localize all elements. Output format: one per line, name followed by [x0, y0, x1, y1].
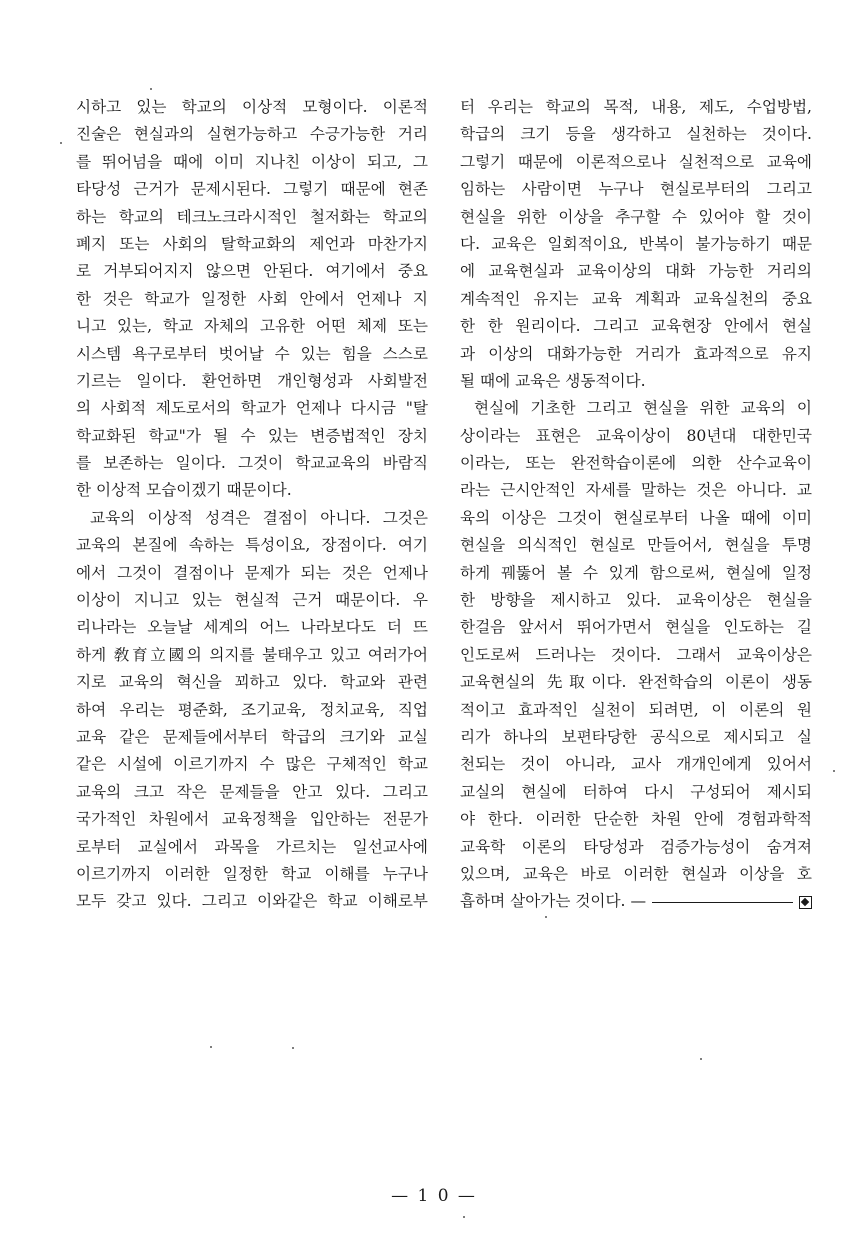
text-line: 학교화된 학교"가 될 수 있는 변증법적인 장치 [76, 426, 428, 445]
text-line: 타당성 근거가 문제시된다. 그렇기 때문에 현존 [76, 180, 428, 199]
text-line: 현실을 위한 이상을 추구할 수 있어야 할 것이 [460, 207, 812, 226]
text-line: 지로 교육의 혁신을 꾀하고 있다. 학교와 관련 [76, 673, 428, 692]
text-line: 교육의 크고 작은 문제들을 안고 있다. 그리고 [76, 782, 428, 801]
text-line: 과 이상의 대화가능한 거리가 효과적으로 유지 [460, 344, 812, 363]
text-line: 상이라는 표현은 교육이상이 80년대 대한민국 [460, 426, 812, 445]
text-line: 하여 우리는 평준화, 조기교육, 정치교육, 직업 [76, 700, 428, 719]
text-line: 있으며, 교육은 바로 이러한 현실과 이상을 호 [460, 864, 812, 883]
text-line: 한 한 원리이다. 그리고 교육현장 안에서 현실 [460, 317, 812, 336]
scan-speck [700, 1058, 702, 1060]
text-line: 국가적인 차원에서 교육정책을 입안하는 전문가 [76, 810, 428, 829]
text-line: 로부터 교실에서 과목을 가르치는 일선교사에 [76, 837, 428, 856]
text-line: 다. 교육은 일회적이요, 반복이 불가능하기 때문 [460, 234, 812, 253]
text-line: 이상이 지니고 있는 현실적 근거 때문이다. 우 [76, 591, 428, 610]
text-line: 이르기까지 이러한 일정한 학교 이해를 누구나 [76, 864, 428, 883]
text-line: 학급의 크기 등을 생각하고 실천하는 것이다. [460, 125, 812, 144]
left-column [76, 94, 428, 916]
scan-speck [463, 1216, 465, 1218]
text-line: 한 방향을 제시하고 있다. 교육이상은 현실을 [460, 591, 812, 610]
text-line: 육의 이상은 그것이 현실로부터 나올 때에 이미 [460, 508, 812, 527]
text-line: 교육학 이론의 타당성과 검증가능성이 숨겨져 [460, 837, 812, 856]
paragraph-start-line: 현실에 기초한 그리고 현실을 위한 교육의 이 [474, 399, 812, 418]
text-line: 기르는 일이다. 환언하면 개인형성과 사회발전 [76, 371, 428, 390]
text-line: 교육의 본질에 속하는 특성이요, 장점이다. 여기 [76, 536, 428, 555]
text-line: 로 거부되어지지 않으면 안된다. 여기에서 중요 [76, 262, 428, 281]
end-mark-icon [799, 896, 812, 909]
closing-line [460, 888, 812, 915]
text-line: 니고 있는, 학교 자체의 고유한 어떤 체제 또는 [76, 317, 428, 336]
text-line: 적이고 효과적인 실천이 되려면, 이 이론의 원 [460, 700, 812, 719]
text-line: 야 한다. 이러한 단순한 차원 안에 경험과학적 [460, 810, 812, 829]
scan-speck [210, 1046, 212, 1048]
paragraph-start-line: 교육의 이상적 성격은 결점이 아니다. 그것은 [90, 508, 428, 527]
text-line: 시스템 욕구로부터 벗어날 수 있는 힘을 스스로 [76, 344, 428, 363]
scan-speck [150, 88, 152, 90]
scan-speck [292, 1047, 294, 1049]
text-line: 교육현실의 先取이다. 완전학습의 이론이 생동 [460, 673, 812, 692]
text-line: 하게 꿰뚫어 볼 수 있게 함으로써, 현실에 일정 [460, 563, 812, 582]
text-line: 에서 그것이 결점이나 문제가 되는 것은 언제나 [76, 563, 428, 582]
text-line: 이라는, 또는 완전학습이론에 의한 산수교육이 [460, 454, 812, 473]
text-line: 천되는 것이 아니라, 교사 개개인에게 있어서 [460, 755, 812, 774]
text-line: 에 교육현실과 교육이상의 대화 가능한 거리의 [460, 262, 812, 281]
text-line: 교육 같은 문제들에서부터 학급의 크기와 교실 [76, 727, 428, 746]
right-column [460, 94, 812, 916]
text-line: 인도로써 드러나는 것이다. 그래서 교육이상은 [460, 645, 812, 664]
scan-speck [60, 142, 62, 144]
text-line: 를 보존하는 일이다. 그것이 학교교육의 바람직 [76, 454, 428, 473]
text-line: 임하는 사람이면 누구나 현실로부터의 그리고 [460, 180, 812, 199]
text-line: 현실을 의식적인 현실로 만들어서, 현실을 투명 [460, 536, 812, 555]
text-line: 교실의 현실에 터하여 다시 구성되어 제시되 [460, 782, 812, 801]
text-line: 한 것은 학교가 일정한 사회 안에서 언제나 지 [76, 289, 428, 308]
text-line: 리가 하나의 보편타당한 공식으로 제시되고 실 [460, 727, 812, 746]
page-number: — 1 0 — [391, 1186, 477, 1206]
text-line: 같은 시설에 이르기까지 수 많은 구체적인 학교 [76, 755, 428, 774]
text-line: 리나라는 오늘날 세계의 어느 나라보다도 더 뜨 [76, 618, 428, 637]
text-line: 를 뛰어넘을 때에 이미 지나친 이상이 되고, 그 [76, 152, 428, 171]
text-line: 모두 갖고 있다. 그리고 이와같은 학교 이해로부 [76, 892, 428, 911]
text-line: 계속적인 유지는 교육 계획과 교육실천의 중요 [460, 289, 812, 308]
scan-speck [545, 916, 547, 918]
end-rule [652, 902, 793, 903]
text-line: 의 사회적 제도로서의 학교가 언제나 다시금 "탈 [76, 399, 428, 418]
scan-speck [833, 770, 835, 772]
text-line: 진술은 현실과의 실현가능하고 수긍가능한 거리 [76, 125, 428, 144]
text-line: 한걸음 앞서서 뛰어가면서 현실을 인도하는 길 [460, 618, 812, 637]
text-line: 시하고 있는 학교의 이상적 모형이다. 이론적 [76, 98, 428, 116]
closing-text: 흡하며 살아가는 것이다. — [460, 892, 647, 911]
text-line: 터 우리는 학교의 목적, 내용, 제도, 수업방법, [460, 98, 812, 116]
text-line: 라는 근시안적인 자세를 말하는 것은 아니다. 교 [460, 481, 812, 500]
text-line: 그렇기 때문에 이론적으로나 실천적으로 교육에 [460, 152, 812, 171]
text-line: 폐지 또는 사회의 탈학교화의 제언과 마찬가지 [76, 234, 428, 253]
text-line: 될 때에 교육은 생동적이다. [460, 371, 646, 390]
text-line: 하는 학교의 테크노크라시적인 철저화는 학교의 [76, 207, 428, 226]
text-line: 하게 敎育立國의 의지를 불태우고 있고 여러가어 [76, 645, 428, 664]
text-line: 한 이상적 모습이겠기 때문이다. [76, 481, 292, 500]
